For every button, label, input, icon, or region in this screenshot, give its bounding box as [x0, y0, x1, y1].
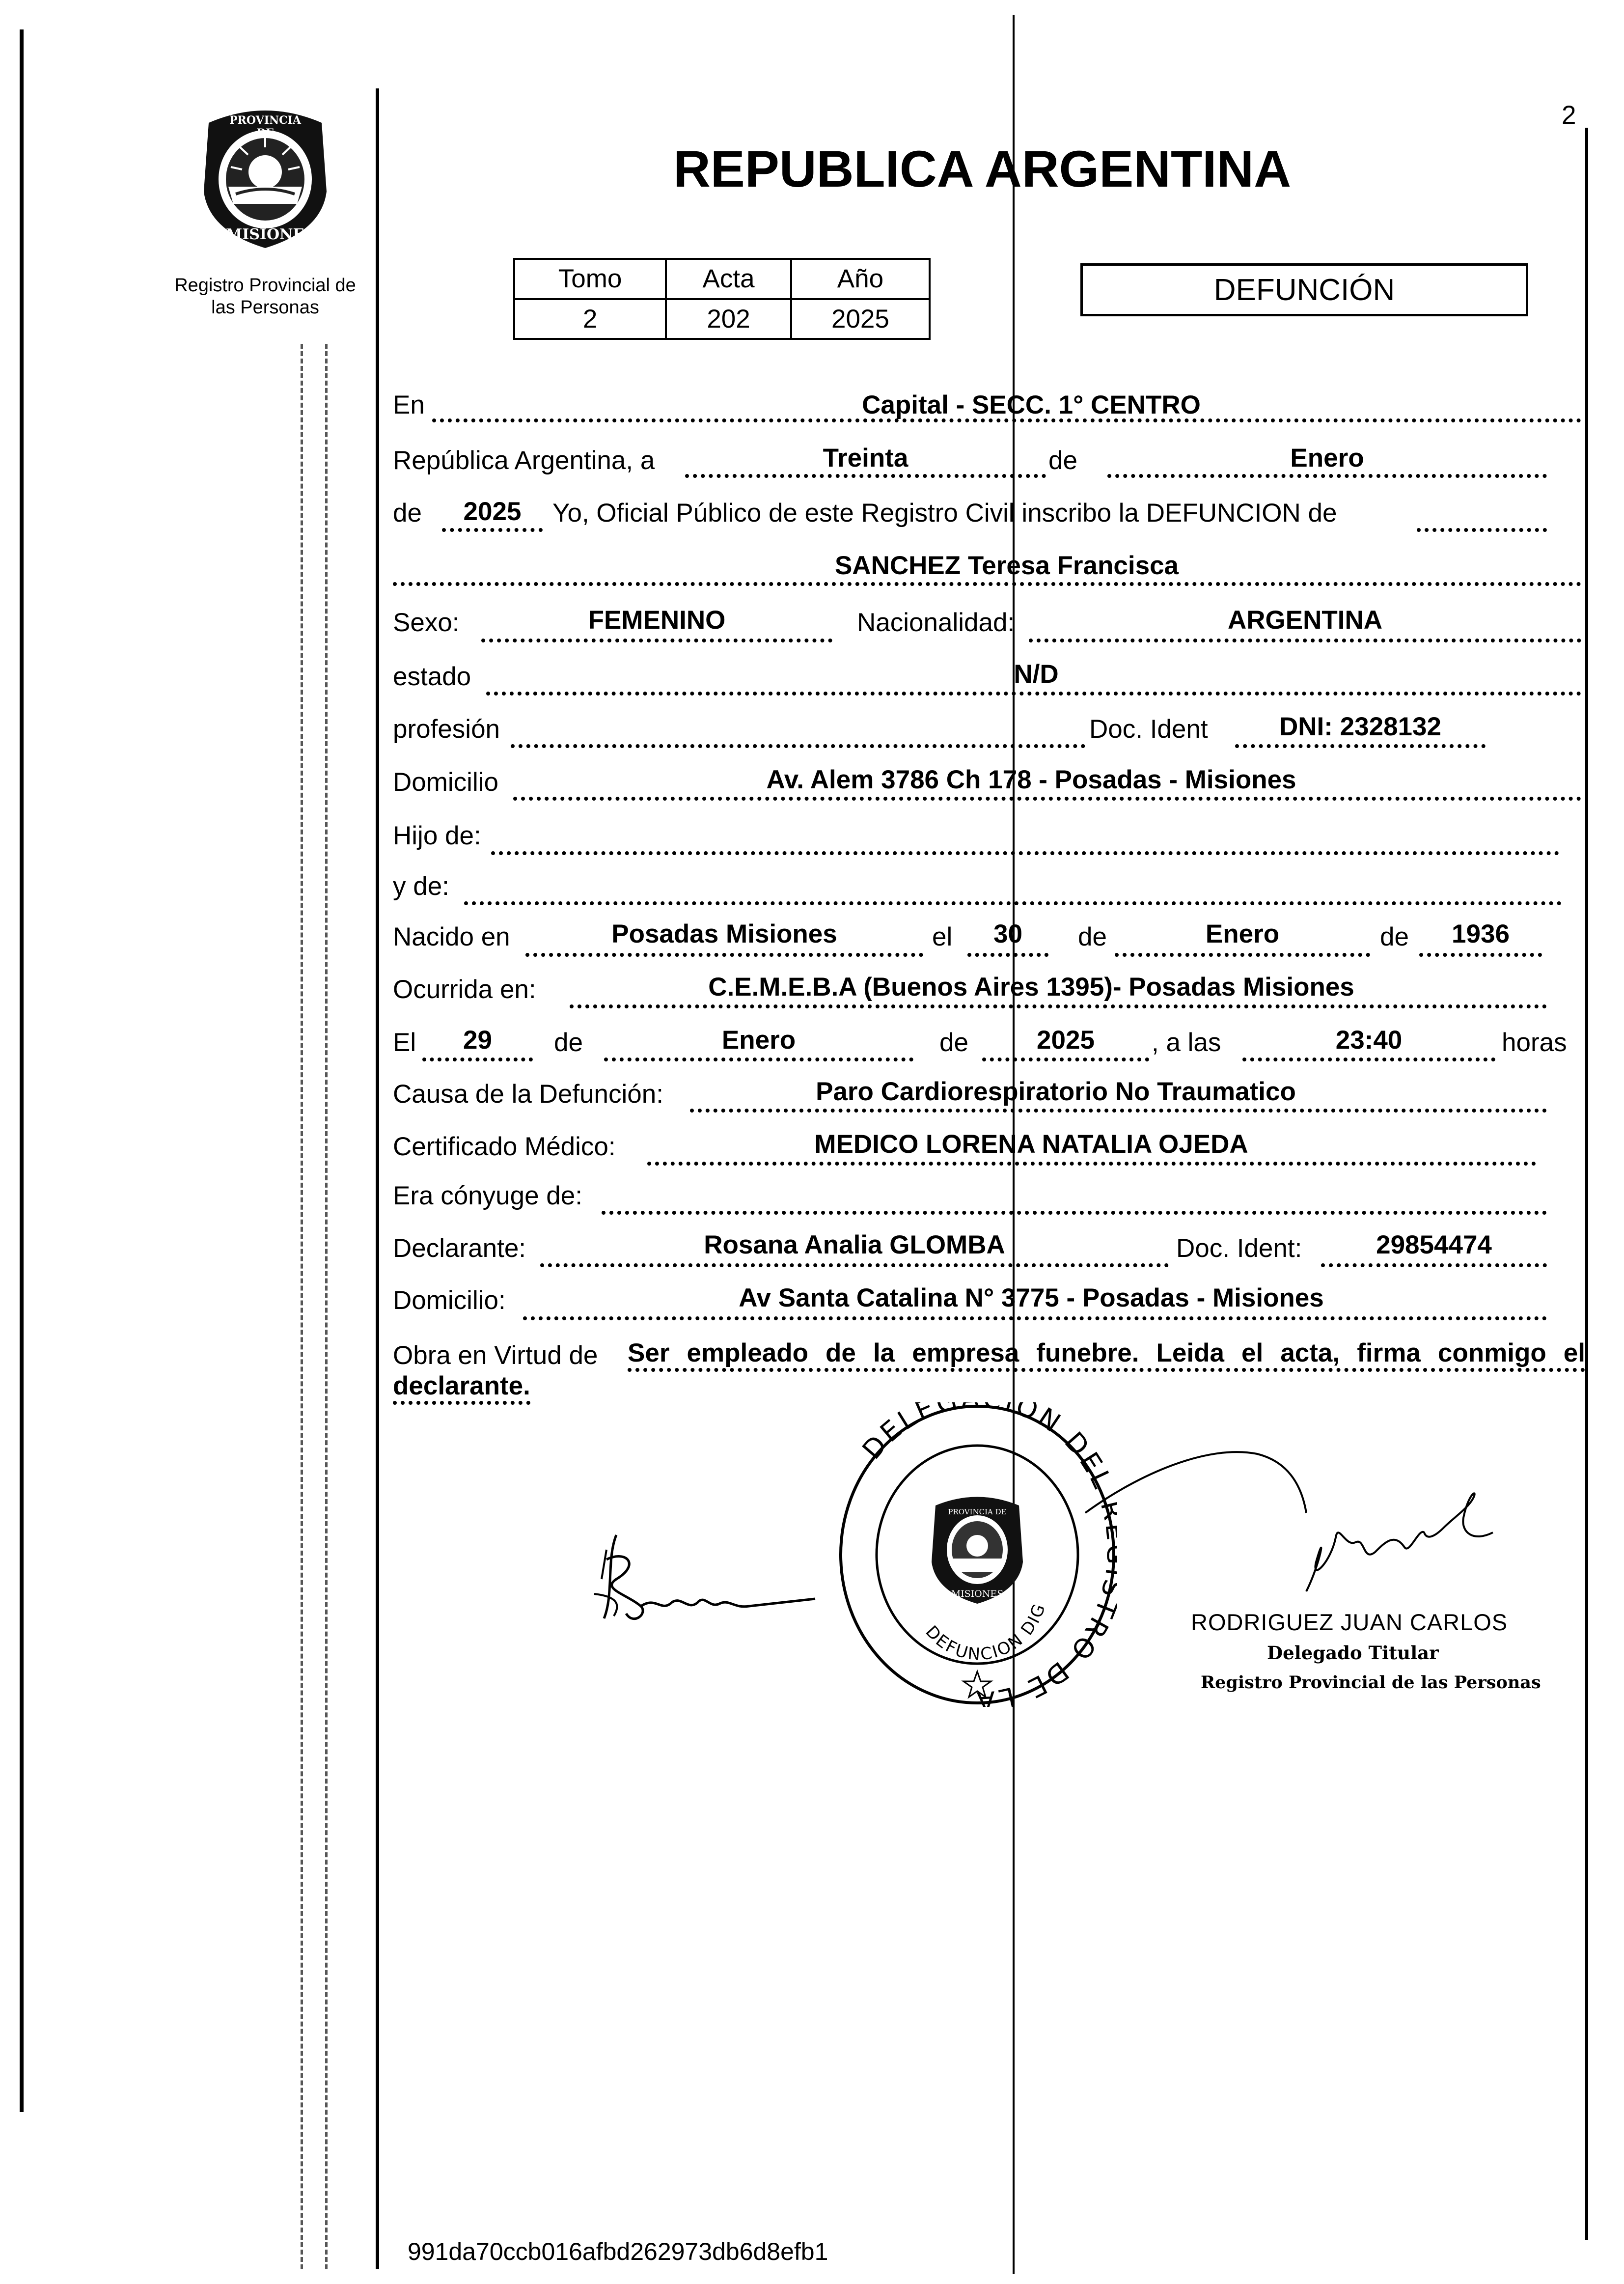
- horas-label: horas: [1502, 1028, 1567, 1057]
- El-label: El: [393, 1028, 416, 1057]
- nacionalidad-value: ARGENTINA: [1227, 606, 1383, 635]
- stamp-name: RODRIGUEZ JUAN CARLOS: [1191, 1609, 1508, 1635]
- registry-name-line2: las Personas: [211, 297, 319, 318]
- nac-anio-line: [1419, 953, 1542, 957]
- page-number: 2: [1562, 101, 1576, 130]
- profesion-label: profesión: [393, 715, 500, 744]
- en-value: Capital - SECC. 1° CENTRO: [862, 390, 1201, 419]
- nac-dia-line: [967, 953, 1048, 957]
- anio-value: 2025: [791, 299, 930, 339]
- left-margin-line: [20, 29, 24, 2112]
- de-label-1: de: [1048, 446, 1077, 475]
- ocurrida-label: Ocurrida en:: [393, 975, 536, 1004]
- hijo-line: [491, 851, 1559, 855]
- decl-doc-value: 29854474: [1376, 1230, 1492, 1259]
- estado-label: estado: [393, 662, 471, 691]
- declarante-value: Rosana Analia GLOMBA: [704, 1230, 1005, 1259]
- sexo-line: [481, 639, 832, 642]
- nac-anio-value: 1936: [1452, 919, 1510, 948]
- nacido-line: [525, 953, 923, 957]
- act-register-table: [513, 258, 931, 340]
- tomo-value: 2: [514, 299, 666, 339]
- fall-dia-line: [422, 1058, 533, 1061]
- conyuge-label: Era cónyuge de:: [393, 1181, 582, 1210]
- acta-header: Acta: [666, 259, 791, 299]
- nacido-value: Posadas Misiones: [611, 919, 837, 948]
- document-hash: 991da70ccb016afbd262973db6d8efb1: [408, 2238, 828, 2265]
- acta-value: 202: [666, 299, 791, 339]
- decl-domicilio-line: [523, 1316, 1547, 1320]
- de-label-4: de: [1380, 922, 1409, 951]
- oficial-text: Yo, Oficial Público de este Registro Civil inscribo la DEFUNCION de: [552, 499, 1337, 528]
- certificado-line: [647, 1162, 1536, 1166]
- anio-line: [442, 528, 543, 532]
- dia-line: [685, 474, 1046, 478]
- fall-dia-value: 29: [463, 1026, 492, 1055]
- seal-inner-text: DEFUNCION DIG: [921, 1600, 1050, 1665]
- nac-mes-value: Enero: [1205, 919, 1280, 948]
- nacionalidad-line: [1029, 639, 1581, 642]
- en-label: En: [393, 390, 425, 419]
- domicilio-value: Av. Alem 3786 Ch 178 - Posadas - Misiones: [766, 765, 1296, 794]
- nac-mes-line: [1115, 953, 1370, 957]
- fall-mes-value: Enero: [721, 1026, 796, 1055]
- page-title: REPUBLICA ARGENTINA: [673, 140, 1292, 198]
- de-label-3: de: [1078, 922, 1107, 951]
- obra-value-line2: declarante.: [393, 1371, 530, 1405]
- nacionalidad-label: Nacionalidad:: [857, 608, 1015, 637]
- doc-label: Doc. Ident: [1089, 715, 1208, 744]
- seal-logo-bottom: MISIONES: [951, 1588, 1004, 1599]
- decl-doc-line: [1321, 1263, 1547, 1267]
- certificado-label: Certificado Médico:: [393, 1132, 616, 1161]
- de-label-2: de: [393, 499, 422, 528]
- causa-value: Paro Cardiorespiratorio No Traumatico: [816, 1077, 1296, 1106]
- anio-value: 2025: [463, 497, 522, 526]
- form-right-border: [1585, 128, 1588, 2240]
- causa-line: [690, 1109, 1547, 1113]
- el-label: el: [932, 922, 953, 951]
- dia-value: Treinta: [823, 444, 908, 473]
- registry-name-line1: Registro Provincial de: [174, 275, 356, 296]
- tomo-header: Tomo: [514, 259, 666, 299]
- certificado-value: MEDICO LORENA NATALIA OJEDA: [814, 1130, 1248, 1159]
- decl-domicilio-label: Domicilio:: [393, 1286, 506, 1315]
- sexo-value: FEMENINO: [588, 606, 726, 635]
- de-label-5: de: [554, 1028, 583, 1057]
- dashed-margin-marks: [301, 344, 328, 2269]
- mes-line: [1107, 474, 1547, 478]
- nombre-line: [393, 582, 1581, 586]
- mes-value: Enero: [1290, 444, 1364, 473]
- ocurrida-value: C.E.M.E.B.A (Buenos Aires 1395)- Posadas Misiones: [708, 973, 1354, 1002]
- doc-line: [1235, 744, 1486, 748]
- obra-value-line1: Ser empleado de la empresa funebre. Leida el acta, firma conmigo el: [628, 1338, 1585, 1372]
- alas-label: , a las: [1152, 1028, 1221, 1057]
- hijo-label: Hijo de:: [393, 821, 481, 850]
- decl-doc-label: Doc. Ident:: [1176, 1234, 1302, 1263]
- declarante-label: Declarante:: [393, 1234, 526, 1263]
- province-logo: [199, 103, 331, 251]
- oficial-line: [1417, 528, 1547, 532]
- estado-line: [486, 692, 1581, 696]
- act-type-box: DEFUNCIÓN: [1080, 263, 1528, 316]
- official-round-seal: [837, 1402, 1117, 1707]
- form-left-border: [376, 88, 379, 2269]
- estado-value: N/D: [1014, 660, 1059, 689]
- seal-logo-top: PROVINCIA DE: [948, 1507, 1007, 1516]
- decl-domicilio-value: Av Santa Catalina N° 3775 - Posadas - Misiones: [739, 1283, 1324, 1312]
- fall-mes-line: [604, 1058, 913, 1061]
- profesion-line: [511, 744, 1085, 748]
- official-signature: [1080, 1415, 1522, 1626]
- nacido-label: Nacido en: [393, 922, 510, 951]
- stamp-title: Delegado Titular: [1267, 1642, 1439, 1664]
- seal-outer-text: DELE IÓN DEL RO DE LA: [856, 1402, 1117, 1707]
- deceased-name: SANCHEZ Teresa Francisca: [834, 551, 1179, 580]
- anio-header: Año: [791, 259, 930, 299]
- stamp-office: Registro Provincial de las Personas: [1201, 1672, 1541, 1693]
- de-label-6: de: [939, 1028, 968, 1057]
- nac-dia-value: 30: [993, 919, 1022, 948]
- fall-anio-line: [982, 1058, 1149, 1061]
- conyuge-line: [602, 1211, 1547, 1215]
- republica-label: República Argentina, a: [393, 446, 655, 475]
- sexo-label: Sexo:: [393, 608, 460, 637]
- doc-value: DNI: 2328132: [1279, 712, 1441, 741]
- logo-text-top: PROVINCIA DE: [229, 114, 301, 139]
- fall-anio-value: 2025: [1037, 1026, 1095, 1055]
- hora-value: 23:40: [1335, 1026, 1403, 1055]
- causa-label: Causa de la Defunción:: [393, 1080, 663, 1109]
- domicilio-label: Domicilio: [393, 768, 498, 797]
- logo-text-bottom: MISIONES: [226, 226, 315, 243]
- declarant-signature: [587, 1520, 823, 1648]
- yde-line: [464, 901, 1562, 905]
- domicilio-line: [513, 797, 1581, 801]
- obra-label: Obra en Virtud de: [393, 1341, 598, 1370]
- declarante-line: [540, 1263, 1169, 1267]
- ocurrida-line: [570, 1004, 1547, 1008]
- yde-label: y de:: [393, 872, 449, 901]
- hora-line: [1242, 1058, 1495, 1061]
